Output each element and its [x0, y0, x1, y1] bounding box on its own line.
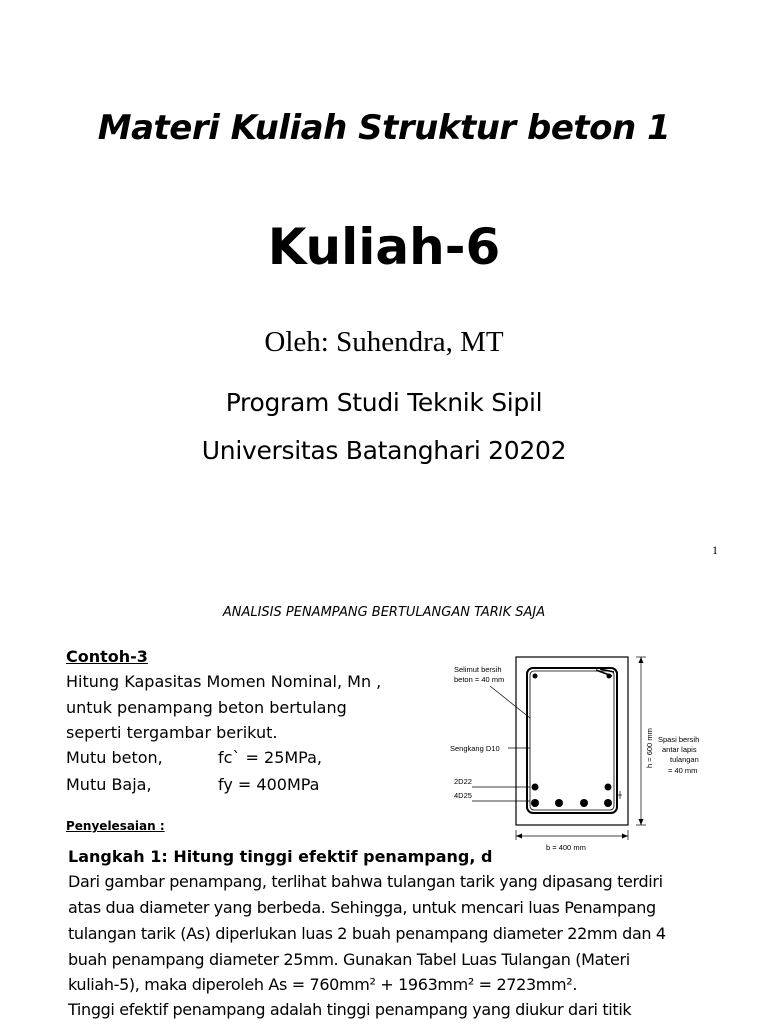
- page-number: 1: [712, 543, 718, 557]
- height-label: h = 600 mm: [645, 728, 654, 768]
- spacing-label: Spasi bersih: [658, 735, 700, 744]
- stirrup-inner-line: [530, 671, 614, 810]
- section-title: ANALISIS PENAMPANG BERTULANGAN TARIK SAJA: [222, 605, 546, 620]
- material-row: [66, 748, 322, 767]
- cover-leader: [490, 686, 530, 718]
- rebar-4d25: [580, 799, 588, 807]
- cover-label: Selimut bersih: [454, 665, 502, 674]
- beam-section-diagram: [446, 650, 716, 856]
- step-title: Langkah 1: Hitung tinggi efektif penampang, d: [68, 847, 493, 866]
- spacing-label: = 40 mm: [668, 766, 698, 775]
- width-label: b = 400 mm: [546, 843, 586, 852]
- university-line: Universitas Batanghari 20202: [201, 436, 567, 465]
- body-line: Dari gambar penampang, terlihat bahwa tulangan tarik yang dipasang terdiri: [68, 872, 663, 891]
- stirrup-shape: [527, 668, 617, 813]
- rebar-2d22: [532, 784, 539, 791]
- rebar-4d25: [604, 799, 612, 807]
- material-label: Mutu Baja,: [66, 775, 152, 794]
- bar-top-label: 2D22: [454, 777, 472, 786]
- rebar-4d25: [555, 799, 563, 807]
- body-line: kuliah-5), maka diperoleh As = 760mm² + 1963mm² = 2723mm².: [68, 975, 578, 994]
- bar-bottom-label: 4D25: [454, 791, 472, 800]
- example-title: Contoh-3: [66, 647, 148, 666]
- cover-label: beton = 40 mm: [454, 675, 505, 684]
- material-label: Mutu beton,: [66, 748, 163, 767]
- rebar-2d22: [605, 784, 612, 791]
- problem-line: seperti tergambar berikut.: [66, 723, 278, 742]
- material-row: [66, 775, 319, 794]
- top-bar: [533, 674, 538, 679]
- content-slide: [0, 565, 768, 1024]
- body-line: buah penampang diameter 25mm. Gunakan Tabel Luas Tulangan (Materi: [68, 950, 630, 969]
- material-value: fc` = 25MPa,: [218, 748, 322, 767]
- program-line: Program Studi Teknik Sipil: [225, 388, 543, 417]
- spacing-label: antar lapis: [662, 745, 697, 754]
- stirrup-label: Sengkang D10: [450, 744, 500, 753]
- problem-line: Hitung Kapasitas Momen Nominal, Mn ,: [66, 672, 382, 691]
- top-bar: [607, 674, 612, 679]
- solution-title: Penyelesaian :: [66, 819, 165, 833]
- spacing-label: tulangan: [670, 755, 699, 764]
- body-line: tulangan tarik (As) diperlukan luas 2 buah penampang diameter 22mm dan 4: [68, 924, 666, 943]
- stirrup-hook: [596, 669, 614, 676]
- author-line: Oleh: Suhendra, MT: [264, 326, 504, 358]
- lecture-title: Kuliah-6: [267, 218, 501, 276]
- rebar-4d25: [531, 799, 539, 807]
- body-line: atas dua diameter yang berbeda. Sehingga, untuk mencari luas Penampang: [68, 898, 656, 917]
- course-title: Materi Kuliah Struktur beton 1: [97, 108, 671, 148]
- material-value: fy = 400MPa: [218, 775, 320, 794]
- body-line: Tinggi efektif penampang adalah tinggi penampang yang diukur dari titik: [68, 1000, 632, 1019]
- problem-line: untuk penampang beton bertulang: [66, 698, 347, 717]
